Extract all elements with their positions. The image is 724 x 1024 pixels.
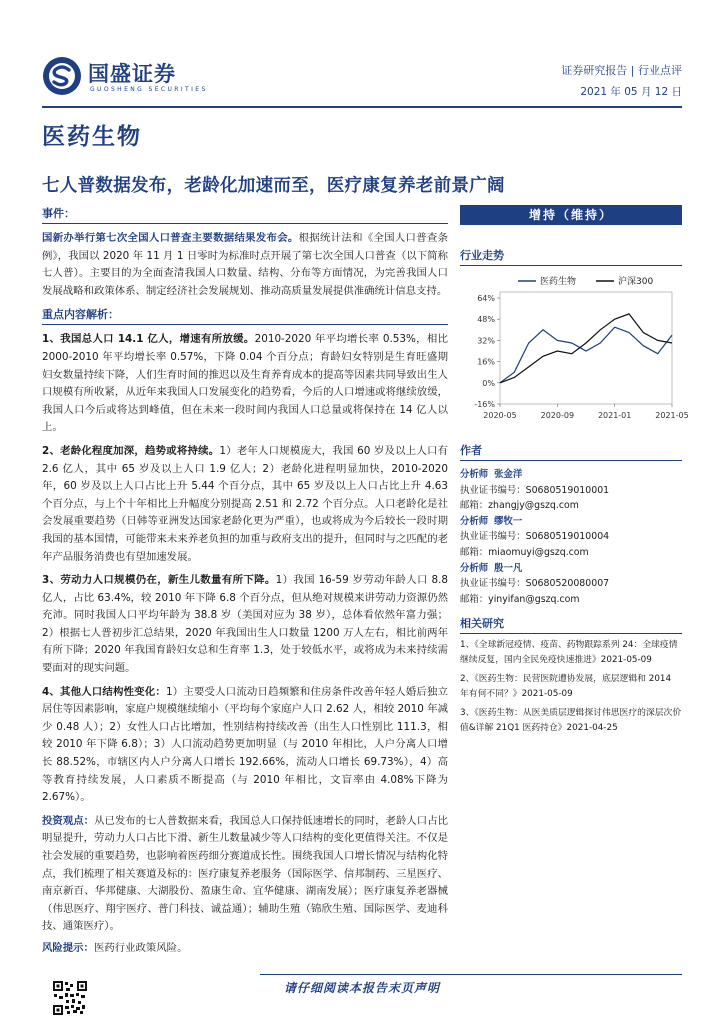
analysis-point-1 bbox=[42, 331, 448, 437]
related-title: 相关研究 bbox=[460, 615, 682, 634]
analyst-cert: S0680519010004 bbox=[525, 531, 610, 543]
analysis-point-4-body: 1）主要受人口流动日趋频繁和住房条件改善年轻人婚后独立居住等因素影响，家庭户规模继续缩小（平均每个家庭户人口 2.62 人，相较 2010 年减少 0.48 人）；2）女性人口占比增加，性别结构持续改善（出生人口性别比 111.3，相较 2010 年下降 6.8）；3）人口流动趋势更加明显（与 2010 年相比，人户分离人口增长 88.52%，市辖区内人户分离人口增长 192.66%，流动人口增长 69.73%），4）高等教育持续发展，人口素质不断提高（与 2010 年相比，文盲率由 4.08%下降为 2.67%）。 bbox=[42, 685, 449, 804]
analyst-entry bbox=[460, 467, 682, 514]
analysis-point-2-lead: 2、老龄化程度加深，趋势或将持续。 bbox=[42, 444, 220, 457]
legend-label: 沪深300 bbox=[618, 277, 654, 287]
event-paragraph bbox=[42, 230, 448, 300]
authors-title: 作者 bbox=[460, 442, 682, 461]
analyst-role: 分析师 bbox=[460, 515, 489, 527]
analysis-point-4 bbox=[42, 684, 448, 807]
logo-subtext: GUOSHENG SECURITIES bbox=[90, 86, 208, 93]
investment-advice-body: 从已发布的七人普数据来看，我国总人口保持低速增长的同时，老龄人口占比明显提升，劳动力人口占比下滑、新生儿数量减少等人口结构的变化更值得关注。不仅是社会发展的重要趋势，也影响着医药细分赛道成长性。围绕我国人口增长情况与结构化特点，我们梳理了相关赛道及标的：医疗康复养老服务（国际医学、信邦制药、三星医疗、南京新百、华邦健康、大湖股份、盈康生命、宜华健康、湖南发展）；医疗康复养老器械（伟思医疗、翔宇医疗、普门科技、诚益通）；辅助生殖（锦欣生殖、国际医学、麦迪科技、通策医疗）。 bbox=[42, 814, 449, 933]
risk-warning-body: 医药行业政策风险。 bbox=[93, 941, 188, 954]
analysis-point-1-body: 2010-2020 年平均增长率 0.53%，相比 2000-2010 年平均增长率 0.57%，下降 0.04 个百分点；育龄妇女特别是生育旺盛期妇女数量持续下降，人们生育时间的推迟以及生育养育成本的提高等因素共同导致出生人口规模有所收紧，从近年来我国人口发展变化的趋势看，今后的人口增速或将继续放缓，我国人口今后或将达到峰值，但在未来一段时间内我国人口总量或将保持在 14 亿人以上。 bbox=[42, 333, 448, 434]
analysis-point-3-body: 1）我国 16-59 岁劳动年龄人口 8.8 亿人，占比 63.4%，较 2010 年下降 6.8 个百分点，但从绝对规模来讲劳动力资源仍然充沛。同时我国人口平均年龄为 38.8 岁（美国对应为 38 岁），总体看依然年富力强；2）根据七人普初步汇总结果，2020 年我国出生人口数量 1200 万人左右，相比前两年有所下降；2020 年我国育龄妇女总和生育率 1.3，处于较低水平，或将成为未来持续需要面对的现实问题。 bbox=[42, 574, 448, 675]
y-tick-label: -16% bbox=[474, 400, 495, 409]
analyst-name: 张金洋 bbox=[494, 469, 523, 480]
related-item[interactable]: 1、《全球新冠疫情、疫苗、药物跟踪系列 24：全球疫情继续反复，国内全民免疫快速推进》2021-05-09 bbox=[460, 640, 678, 666]
analyst-email-label: 邮箱： bbox=[460, 500, 489, 512]
logo-mark-icon bbox=[42, 56, 82, 96]
analyst-name: 缪牧一 bbox=[494, 515, 523, 527]
main-content bbox=[42, 205, 448, 957]
trend-chart-svg bbox=[460, 272, 689, 432]
analyst-cert-label: 执业证书编号： bbox=[460, 484, 526, 496]
investment-advice bbox=[42, 813, 448, 936]
y-tick-label: 0% bbox=[482, 378, 495, 388]
legend-label: 医药生物 bbox=[540, 277, 577, 287]
analysis-point-3-lead: 3、劳动力人口规模仍在，新生儿数量有所下降。 bbox=[42, 574, 276, 587]
event-lead: 国新办举行第七次全国人口普查主要数据结果发布会。 bbox=[42, 232, 299, 244]
x-tick-label: 2021-01 bbox=[597, 411, 632, 420]
series-line-pharma bbox=[500, 327, 672, 383]
logo-text: 国盛证券 bbox=[88, 61, 176, 86]
related-item[interactable]: 2、《医药生物：民营医院遭协发展，底层逻辑和 2014 年有何不同？》2021-05-09 bbox=[460, 674, 672, 700]
x-tick-label: 2020-05 bbox=[483, 411, 517, 420]
header-divider bbox=[42, 106, 682, 108]
analyst-role: 分析师 bbox=[460, 469, 489, 480]
report-type: 证券研究报告 | 行业点评 bbox=[561, 64, 682, 77]
report-date: 2021 年 05 月 12 日 bbox=[580, 86, 682, 98]
analyst-email-label: 邮箱： bbox=[460, 593, 489, 605]
related-item[interactable]: 3、《医药生物：从医美质层逻辑探讨伟思医疗的深层次价值&详解 21Q1 医药持仓》2021-04-25 bbox=[460, 708, 682, 734]
analyst-list bbox=[460, 467, 682, 607]
trend-chart bbox=[460, 272, 689, 432]
analyst-entry bbox=[460, 561, 682, 608]
analysis-point-2-body: 1）老年人口规模庞大，我国 60 岁及以上人口有 2.6 亿人，其中 65 岁及以上人口 1.9 亿人；2）老龄化进程明显加快，2010-2020 年，60 岁及以上人口占比上升 5.44 个百分点，其中 65 岁及以上人口占比上升 4.63 个百分点，与上个十年相比上升幅度分别提高 2.51 和 2.72 个百分点。人口老龄化是社会发展重要趋势（日韩等亚洲发达国家老龄化更为严重），也或将成为今后较长一段时期我国的基本国情，可能带来未来养老负担的加重与政府支出的提升，但同时与之匹配的老年产品服务消费也有望加速发展。 bbox=[42, 444, 449, 563]
risk-warning bbox=[42, 940, 448, 957]
analyst-cert: S0680519010001 bbox=[525, 484, 610, 496]
y-tick-label: 32% bbox=[477, 336, 495, 346]
risk-warning-lead: 风险提示： bbox=[42, 941, 94, 954]
analysis-point-3 bbox=[42, 572, 448, 678]
analysis-point-2 bbox=[42, 443, 448, 566]
analyst-email[interactable]: miaomuyi@gszq.com bbox=[488, 546, 589, 558]
analyst-email[interactable]: yinyifan@gszq.com bbox=[488, 593, 580, 605]
x-tick-label: 2020-09 bbox=[540, 411, 575, 420]
footer-disclaimer: 请仔细阅读本报告末页声明 bbox=[283, 981, 440, 995]
investment-advice-lead: 投资观点： bbox=[42, 814, 95, 827]
report-headline: 七人普数据发布，老龄化加速而至，医疗康复养老前景广阔 bbox=[42, 176, 505, 196]
analyst-entry bbox=[460, 514, 682, 561]
analyst-role: 分析师 bbox=[460, 562, 489, 574]
footer-divider bbox=[260, 974, 682, 975]
analyst-cert-label: 执业证书编号： bbox=[460, 578, 526, 590]
analyst-cert-label: 执业证书编号： bbox=[460, 531, 526, 543]
analyst-name: 殷一凡 bbox=[494, 562, 523, 574]
analyst-email-label: 邮箱： bbox=[460, 546, 489, 558]
trend-title: 行业走势 bbox=[460, 247, 682, 266]
y-tick-label: 64% bbox=[477, 294, 495, 303]
analyst-email[interactable]: zhangjy@gszq.com bbox=[488, 500, 579, 512]
sidebar bbox=[460, 205, 689, 736]
analysis-point-1-lead: 1、我国总人口 14.1 亿人，增速有所放缓。 bbox=[42, 333, 255, 346]
rating-badge: 增持（维持） bbox=[460, 205, 682, 225]
analysis-point-4-lead: 4、其他人口结构性变化： bbox=[42, 685, 166, 698]
analyst-cert: S0680520080007 bbox=[525, 578, 610, 590]
x-tick-label: 2021-05 bbox=[655, 411, 689, 420]
y-tick-label: 48% bbox=[477, 315, 495, 325]
y-tick-label: 16% bbox=[477, 357, 495, 367]
event-body: 根据统计法和《全国人口普查条例》，我国以 2020 年 11 月 1 日零时为标准时点开展了第七次全国人口普查（以下简称七人普）。主要目的为全面查清我国人口数量、结构、分布等方面情况，为完善我国人口发展战略和政策体系、制定经济社会发展规划、推动高质量发展提供准确统计信息支持。 bbox=[42, 232, 448, 297]
analysis-title: 重点内容解析： bbox=[42, 306, 448, 325]
event-title: 事件： bbox=[42, 205, 448, 224]
sector-title: 医药生物 bbox=[42, 123, 142, 150]
related-list bbox=[460, 638, 682, 736]
company-logo bbox=[42, 56, 208, 100]
